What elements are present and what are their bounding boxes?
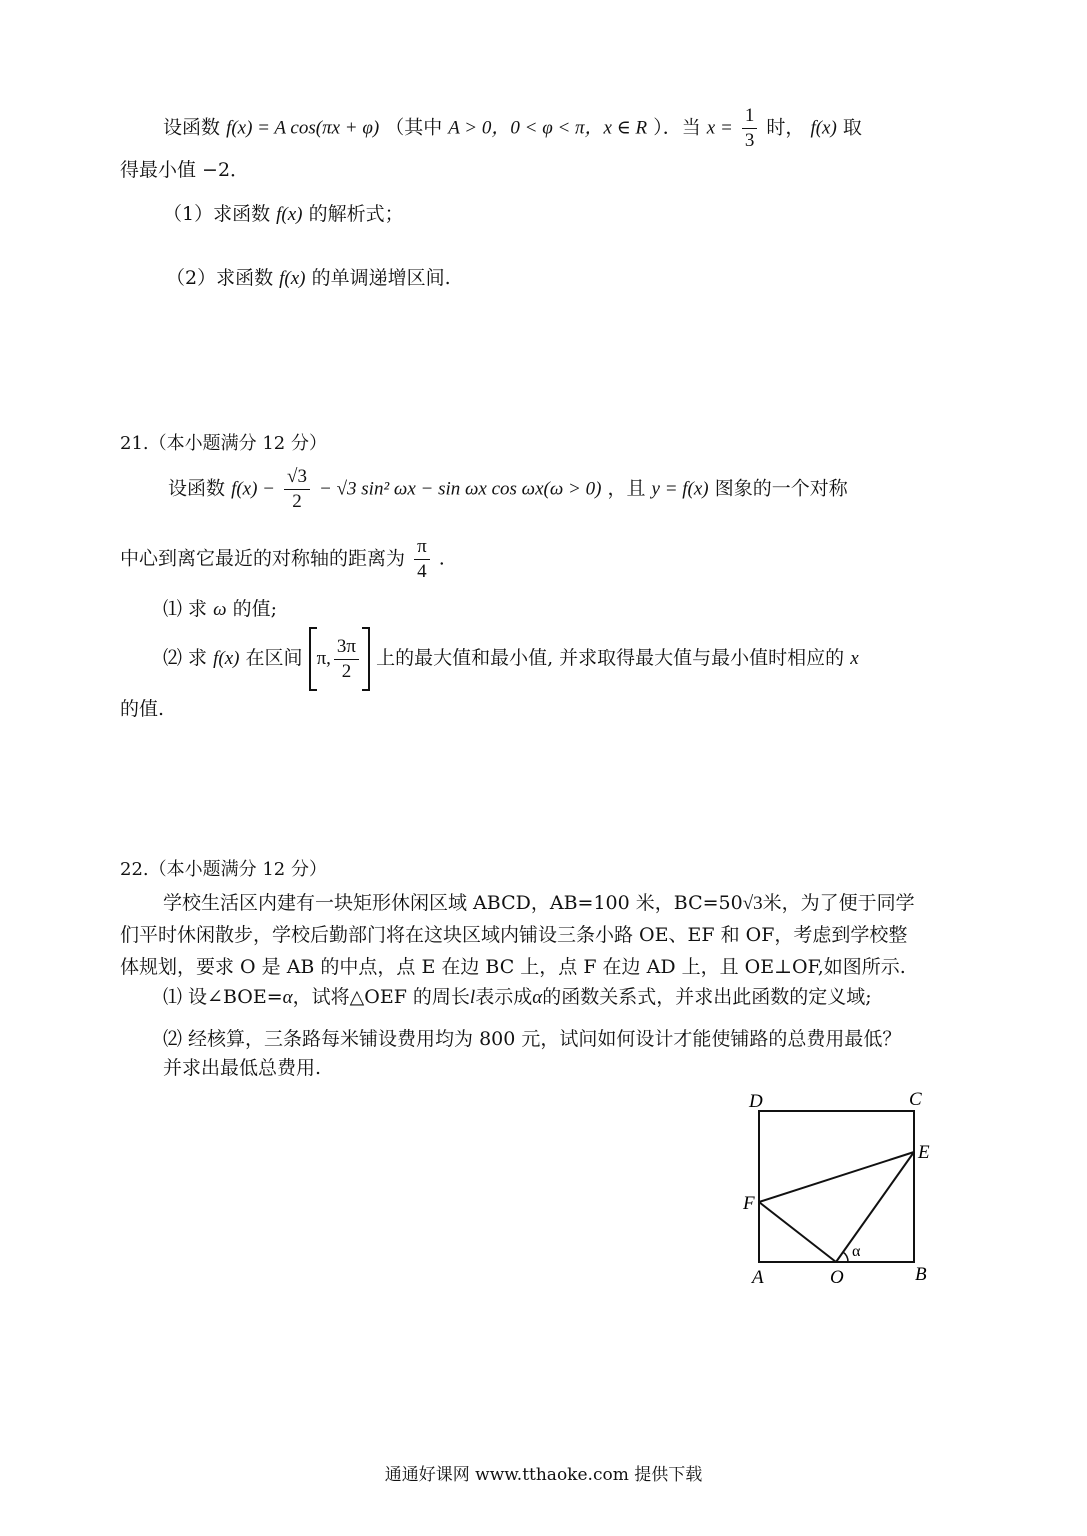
q21-y-eq: y = f(x) [651, 478, 709, 500]
q22-line-2: 们平时休闲散步，学校后勤部门将在这块区域内铺设三条小路 OE、EF 和 OF，考虑到学校整 [120, 924, 908, 946]
q22-part-2-line-1: ⑵ 经核算，三条路每米铺设费用均为 800 元，试问如何设计才能使铺路的总费用最低？ [163, 1028, 902, 1050]
segment-fe [759, 1152, 914, 1202]
q20-line-1 [163, 104, 862, 153]
q21-text: 设函数 [168, 477, 226, 500]
q22-alpha: α [532, 987, 543, 1008]
q21-omega: ω [213, 599, 227, 620]
label-c: C [909, 1089, 922, 1110]
segment-oe [836, 1152, 914, 1262]
q20-condition: A > 0，0 < φ < π，x ∈ R [448, 117, 648, 139]
q22-l: l [469, 987, 476, 1008]
q21-part-1-label: ⑴ 求 [163, 598, 208, 620]
q21-text: 图象的一个对称 [714, 477, 848, 500]
interval-start: π, [316, 648, 331, 669]
q21-x: x [850, 648, 859, 669]
fraction-numerator: 3π [334, 635, 359, 660]
q22-header: 22.（本小题满分 12 分） [120, 859, 327, 880]
label-o: O [830, 1267, 844, 1288]
fraction-denominator: 4 [417, 561, 427, 582]
label-a: A [752, 1267, 764, 1288]
q22-line-3: 体规划，要求 O 是 AB 的中点，点 E 在边 BC 上，点 F 在边 AD 上，且 OE⊥OF,如图所示. [120, 956, 906, 978]
label-b: B [915, 1264, 927, 1285]
fraction-denominator: 2 [292, 491, 302, 512]
q20-part-2-text: 的单调递增区间. [311, 267, 451, 289]
q21-part-2-text: 上的最大值和最小值, 并求取得最大值与最小值时相应的 [376, 647, 845, 669]
q21-fx: f(x) − [231, 478, 275, 500]
q20-text: ）．当 [653, 116, 701, 139]
q20-line-2: 得最小值 −2． [120, 159, 250, 181]
label-alpha: α [852, 1243, 861, 1260]
q21-text: ，且 [607, 477, 646, 500]
angle-alpha-arc [843, 1252, 848, 1262]
q21-header: 21.（本小题满分 12 分） [120, 433, 327, 454]
fraction-one-third [742, 104, 758, 153]
fraction-numerator: π [414, 535, 430, 560]
q20-part-1-text: 的解析式； [308, 203, 404, 225]
q22-part-1-text: ，试将△OEF 的周长 [292, 986, 470, 1008]
q22-text: 米，为了便于同学 [762, 892, 915, 914]
q21-part-1-text: 的值; [232, 598, 277, 620]
q20-formula: f(x) = A cos(πx + φ) [226, 117, 380, 139]
fraction-numerator: 1 [742, 104, 758, 129]
q21-part-2-text: 在区间 [245, 647, 303, 669]
fraction-numerator: √3 [284, 465, 310, 490]
label-d: D [749, 1091, 763, 1112]
q20-text: 取 [842, 116, 862, 139]
q22-part-1 [163, 984, 872, 1011]
q21-part-1 [163, 596, 277, 623]
segment-fo [759, 1202, 836, 1262]
geometry-figure [735, 1085, 975, 1305]
fraction-denominator: 2 [341, 660, 352, 682]
q22-part-1-text: 的函数关系式，并求出此函数的定义域; [542, 986, 872, 1008]
label-e: E [918, 1142, 930, 1163]
q20-fx: f(x) [810, 117, 837, 139]
q21-text: . [438, 547, 445, 570]
q22-part-1-text: 表示成 [475, 986, 533, 1008]
left-bracket [309, 627, 317, 691]
q20-text: 设函数 [163, 116, 221, 139]
q22-part-2-line-2: 并求出最低总费用. [163, 1057, 322, 1079]
q22-part-1-label: ⑴ 设∠BOE= [163, 986, 283, 1008]
right-bracket [362, 627, 370, 691]
q20-part-1-fx: f(x) [276, 204, 303, 225]
q20-x-eq: x = [706, 117, 733, 139]
q22-line-1 [163, 890, 915, 917]
page-footer: 通通好课网 www.tthaoke.com 提供下载 [384, 1465, 703, 1485]
q22-text: 学校生活区内建有一块矩形休闲区域 ABCD，AB=100 米，BC=50 [163, 892, 743, 914]
q20-text: （其中 [385, 116, 443, 139]
q20-part-2-fx: f(x) [279, 268, 306, 289]
q21-part-2-label: ⑵ 求 [163, 647, 208, 669]
q22-alpha: α [282, 987, 293, 1008]
fraction-denominator: 3 [744, 130, 755, 151]
q20-part-1-label: （1）求函数 [163, 203, 271, 225]
q21-text: 中心到离它最近的对称轴的距离为 [120, 547, 406, 570]
fraction-pi-over-4 [414, 535, 430, 584]
q21-part-2 [163, 627, 859, 691]
q20-part-2-label: （2）求函数 [166, 267, 274, 289]
q20-part-1 [163, 201, 404, 228]
q20-part-2 [166, 265, 451, 292]
fraction-sqrt3-over-2 [284, 465, 310, 514]
q21-part-2-fx: f(x) [213, 648, 240, 669]
q21-part-2-cont: 的值. [120, 698, 165, 720]
q21-formula: − √3 sin² ωx − sin ωx cos ωx(ω > 0) [319, 478, 602, 500]
q20-text: 时， [766, 116, 805, 139]
q22-sqrt3: √3 [742, 893, 763, 914]
q21-line-2 [120, 535, 445, 584]
fraction-3pi-over-2 [334, 635, 359, 684]
label-f: F [743, 1193, 755, 1214]
q21-line-1 [168, 465, 848, 514]
